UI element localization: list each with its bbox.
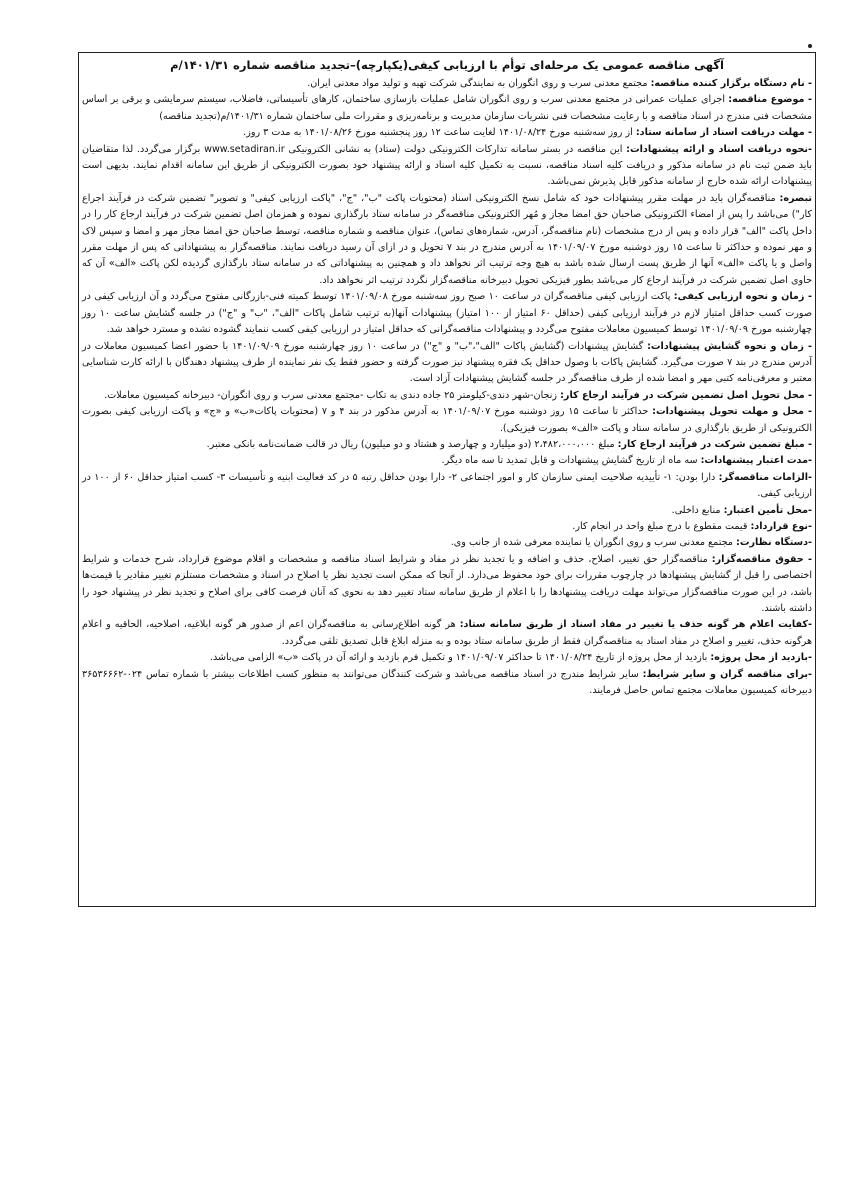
section-subject bbox=[82, 92, 812, 125]
section-label: -کفایت اعلام هر گونه حذف یا تغییر در مفاد اسناد از طریق سامانه ستاد: bbox=[459, 619, 812, 631]
section-label: - مهلت دریافت اسناد از سامانه ستاد: bbox=[635, 127, 812, 139]
section-label: تبصره: bbox=[779, 192, 812, 204]
tender-announcement bbox=[82, 56, 812, 699]
section-text: این مناقصه در بستر سامانه تدارکات الکترونیکی دولت (ستاد) به نشانی الکترونیکی www.setadiran.ir برگزار می‌گردد. لذا متقاضیان باید ضمن ثبت نام در سامانه مذکور و دریافت کلیه اسناد مناقصه، نسبت به تکمیل کلیه اسناد و ارائه پیشنهاد خود بصورت الکترونیکی از طریق این سامانه اقدام نمایند. بدیهی است پیشنهادات ارائه شده خارج از سامانه مذکور قابل پذیرش نمی‌باشد. bbox=[82, 143, 812, 188]
section-notification bbox=[82, 617, 812, 650]
section-label: -محل تأمین اعتبار: bbox=[723, 504, 812, 516]
section-label: -نحوه دریافت اسناد و ارائه پیشنهادات: bbox=[626, 143, 813, 155]
section-organizer bbox=[82, 76, 812, 92]
section-text: دارا بودن: ۱- تأییدیه صلاحیت ایمنی سازمان کار و امور اجتماعی ۲- دارا بودن حداقل رتبه ۵ در کد فعالیت ابنیه و تأسیسات ۳- کسب امتیاز حداقل ۶۰ از ۱۰۰ در ارزیابی کیفی. bbox=[82, 471, 812, 500]
section-how-to-receive bbox=[82, 142, 812, 191]
section-text: قیمت مقطوع با درج مبلغ واحد در انجام کار. bbox=[572, 520, 751, 532]
section-label: - زمان و نحوه ارزیابی کیفی: bbox=[673, 291, 812, 303]
section-label: -بازدید از محل پروژه: bbox=[710, 652, 812, 664]
section-text: مناقصه‌گران باید در مهلت مقرر پیشنهادات خود که شامل نسخ الکترونیکی اسناد (محتویات پاکت "ب"، "ج"، "پاکت ارزیابی کیفی" و تصویر" تضمین شرکت در فرآیند اجراع کار") می‌باشد را پس از امضاء الکترونیکی صاحبان حق امضا مجاز و مُهر الکترونیکی مناقصه‌گر در سامانه ستاد بارگذاری نموده و همزمان اصل تضمین شرکت در فرآیند ارجاع کار را در داخل پاکت "الف" قرار داده و پس از درج مشخصات (نام مناقصه‌گر، آدرس، شماره‌های تماس)، عنوان مناقصه و شماره مناقصه، توسط صاحبان حق امضا مجاز مهر و امضا و سپس لاک و مهر نموده و حداکثر تا ساعت ۱۵ روز دوشنبه مورخ ۱۴۰۱/۰۹/۰۷ به آدرس مندرج در بند ۷ تحویل و در ازای آن رسید دریافت نمایند. مناقصه‌گزار به پیشنهاداتی که پس از مهلت مقرر واصل و یا پاکت «الف» آنها از طریق پست ارسال شده باشد به هیچ وجه ترتیب اثر نخواهد داد و همچنین به پیشنهاداتی که در سامانه ستاد بارگذاری گردیده لکن پاکت «الف» آن که حاوی اصل تضمین شرکت در فرآیند ارجاع کار می‌باشد بطور فیزیکی تحویل دبیرخانه مناقصه‌گزار نگردد ترتیب اثر نخواهد داد. bbox=[82, 192, 812, 286]
section-label: -الزامات مناقصه‌گر: bbox=[718, 471, 812, 483]
corner-dot-mark bbox=[808, 44, 812, 48]
section-guarantee-amount bbox=[82, 437, 812, 453]
document-title: آگهی مناقصه عمومی یک مرحله‌ای توأم با ارزیابی کیفی(یکپارچه)–تجدید مناقصه شماره ۱۴۰۱/۳۱/م bbox=[170, 58, 724, 72]
section-opening bbox=[82, 339, 812, 388]
section-quality-evaluation bbox=[82, 289, 812, 338]
section-text: مبلغ ۲،۴۸۲،۰۰۰،۰۰۰ (دو میلیارد و چهارصد و هشتاد و دو میلیون) ریال در قالب ضمانت‌نامه بانکی معتبر. bbox=[206, 438, 618, 450]
section-text: مناقصه‌گزار حق تغییر، اصلاح، حذف و اضافه و یا تجدید نظر در مفاد و شرایط اسناد مناقصه و مشخصات و اقلام موضوع قرارداد، شرح خدمات و شرایط اختصاصی را قبل از گشایش پیشنهادها در چارچوب مقررات برای خود محفوظ می‌دارد. از آنجا که ممکن است تجدید نظر یا اصلاح در اسناد و مشخصات مستلزم تغییر مقادیر یا قیمت‌ها باشد، در این صورت مناقصه‌گزار می‌تواند مهلت دریافت پیشنهادها را با اعلام از طریق سامانه ستاد تغییر دهد به نحوی که آنان فرصت کافی برای اصلاح و تجدید نظر در پیشنهاد خود را داشته باشند. bbox=[82, 553, 812, 614]
section-site-visit bbox=[82, 650, 812, 666]
section-note bbox=[82, 191, 812, 289]
section-text: حداکثر تا ساعت ۱۵ روز دوشنبه مورخ ۱۴۰۱/۰۹/۰۷ به آدرس مذکور در بند ۴ و ۷ (محتویات پاکات«ب» و «ج» و پاکت ارزیابی کیفی بصورت الکترونیکی از طریق بارگذاری در سامانه ستاد و پاکت «الف» بصورت فیزیکی). bbox=[82, 406, 812, 434]
section-guarantee-delivery bbox=[82, 388, 812, 404]
section-validity bbox=[82, 453, 812, 469]
section-other-conditions bbox=[82, 667, 812, 700]
section-text: بازدید از محل پروژه از تاریخ ۱۴۰۱/۰۸/۲۴ تا حداکثر ۱۴۰۱/۰۹/۰۷ و تکمیل فرم بازدید و ارائه آن در پاکت «ب» الزامی می‌باشد. bbox=[209, 652, 711, 664]
section-bid-delivery bbox=[82, 404, 812, 437]
section-tenderer-rights bbox=[82, 552, 812, 618]
section-label: -دستگاه نظارت: bbox=[736, 537, 812, 549]
section-text: زنجان-شهر دندی-کیلومتر ۲۵ جاده دندی به تکاب -مجتمع معدنی سرب و روی انگوران- دبیرخانه کمیسیون معاملات. bbox=[104, 389, 561, 401]
section-text: مجتمع معدنی سرب و روی انگوران یا نماینده معرفی شده از جانب وی. bbox=[450, 537, 736, 549]
section-text: هر گونه اطلاع‌رسانی به مناقصه‌گران اعم از صدور هر گونه ابلاغیه، اصلاحیه، الحاقیه و اعلام هرگونه حذف، تغییر و اصلاح در مفاد اسناد به مناقصه‌گران فقط از طریق سامانه ستاد بوده و به منزله ابلاغ قابل تصدیق تلقی می‌گردد. bbox=[82, 619, 812, 647]
section-text: منابع داخلی. bbox=[671, 504, 724, 516]
section-label: - حقوق مناقصه‌گزار: bbox=[711, 553, 812, 565]
section-text: گشایش پیشنهادات (گشایش پاکات "الف"،"ب" و "ج") در ساعت ۱۰ روز چهارشنبه مورخ ۱۴۰۱/۰۹/۰۹ با حضور اعضا کمیسیون معاملات در آدرس مندرج در بند ۷ صورت می‌گیرد. گشایش پاکات با وصول حداقل یک فقره پیشنهاد نیز صورت گرفته و حضور فقط یک نفر نماینده از طرف پیشنهاد دهندگان با ارائه کارت شناسایی معتبر و معرفی‌نامه کتبی مهر و امضا شده از طرف مناقصه‌گر در جلسه گشایش پیشنهادات آزاد است. bbox=[82, 340, 812, 385]
section-contract-type bbox=[82, 519, 812, 535]
section-label: - نام دستگاه برگزار کننده مناقصه: bbox=[650, 78, 812, 89]
section-text: پاکت ارزیابی کیفی مناقصه‌گران در ساعت ۱۰ صبح روز سه‌شنبه مورخ ۱۴۰۱/۰۹/۰۸ توسط کمیته فنی-بازرگانی مفتوح می‌گردد و آن ارزیابی کیفی در صورت کسب حداقل امتیاز لازم در فرآیند ارزیابی کیفی (حداقل ۶۰ امتیاز از ۱۰۰ امتیاز) پیشنهادات آنها(به ترتیب شامل پاکات "الف"، "ب" و "ج") در جلسه گشایش ساعت ۱۰ روز چهارشنبه مورخ ۱۴۰۱/۰۹/۰۹ توسط کمیسیون معاملات مفتوح می‌گردد و پیشنهادات مناقصه‌گرانی که حداقل امتیاز در ارزیابی کیفی کسب ننمایند گشوده نشده و مسترد خواهد شد. bbox=[82, 291, 812, 336]
section-document-deadline bbox=[82, 125, 812, 141]
section-text: سایر شرایط مندرج در اسناد مناقصه می‌باشد و شرکت کنندگان می‌توانند به منظور کسب اطلاعات بیشتر با شماره تماس ۰۲۴-۳۶۵۳۶۶۶۲ دبیرخانه کمیسیون معاملات مجتمع تماس حاصل فرمایند. bbox=[82, 668, 812, 697]
section-supervisor bbox=[82, 535, 812, 551]
section-label: - مبلغ تضمین شرکت در فرآیند ارجاع کار: bbox=[617, 438, 812, 450]
section-label: -مدت اعتبار پیشنهادات: bbox=[700, 455, 812, 467]
section-requirements bbox=[82, 470, 812, 503]
section-label: - موضوع مناقصه: bbox=[728, 94, 812, 106]
section-text: از روز سه‌شنبه مورخ ۱۴۰۱/۰۸/۲۴ لغایت ساعت ۱۲ روز پنجشنبه مورخ ۱۴۰۱/۰۸/۲۶ به مدت ۳ روز. bbox=[243, 127, 636, 139]
section-label: -نوع قرارداد: bbox=[750, 520, 812, 532]
section-funding bbox=[82, 503, 812, 519]
section-label: - محل و مهلت تحویل پیشنهادات: bbox=[652, 406, 813, 418]
section-label: -برای مناقصه گران و سایر شرایط: bbox=[642, 668, 813, 680]
section-label: - محل تحویل اصل تضمین شرکت در فرآیند ارجاع کار: bbox=[560, 389, 812, 401]
section-label: - زمان و نحوه گشایش پیشنهادات: bbox=[647, 340, 812, 352]
section-text: سه ماه از تاریخ گشایش پیشنهادات و قابل تمدید تا سه ماه دیگر. bbox=[441, 455, 701, 467]
section-text: مجتمع معدنی سرب و روی انگوران به نمایندگی شرکت تهیه و تولید مواد معدنی ایران. bbox=[307, 78, 651, 89]
section-text: اجرای عملیات عمرانی در مجتمع معدنی سرب و روی انگوران شامل عملیات بازسازی ساختمان، کارهای تأسیساتی، فاضلاب، سیستم سرمایشی و برقی بر اساس مشخصات فنی مندرج در اسناد مناقصه و با رعایت مشخصات فنی نشریات سازمان مدیریت و برنامه‌ریزی و مقررات ملی ساختمان شماره ۱۴۰۱/۳۱/م(تجدید مناقصه) bbox=[82, 94, 812, 122]
